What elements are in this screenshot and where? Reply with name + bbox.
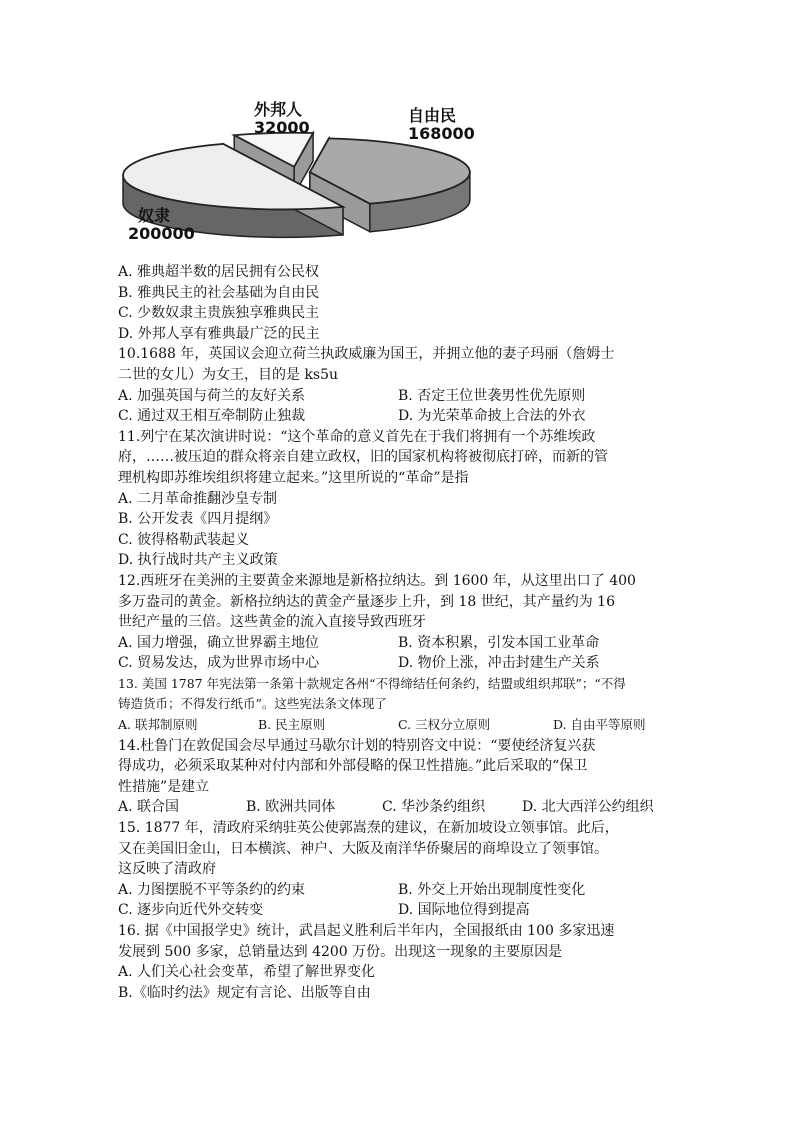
q14-stem-line3: 性措施”是建立 bbox=[118, 778, 210, 795]
q15-option-b: B. 外交上开始出现制度性变化 bbox=[398, 881, 586, 898]
q14-option-d: D. 北大西洋公约组织 bbox=[522, 799, 654, 816]
q9-option-a: A. 雅典超半数的居民拥有公民权 bbox=[118, 264, 320, 280]
pie-label-waibang-value: 32000 bbox=[254, 118, 310, 137]
q12-option-a: A. 国力增强，确立世界霸主地位 bbox=[118, 634, 320, 651]
q11-option-d: D. 执行战时共产主义政策 bbox=[118, 552, 278, 569]
pie-label-ziyoumin bbox=[408, 107, 475, 143]
q11-stem-line2: 府，……被压迫的群众将亲自建立政权，旧的国家机构将被彻底打碎，而新的管 bbox=[118, 449, 608, 466]
q12-option-b: B. 资本积累，引发本国工业革命 bbox=[398, 634, 600, 651]
q12-stem-line1: 12.西班牙在美洲的主要黄金来源地是新格拉纳达。到 1600 年，从这里出口了 400 bbox=[118, 572, 636, 589]
q16-option-a: A. 人们关心社会变革，希望了解世界变化 bbox=[118, 964, 376, 981]
question-content bbox=[118, 262, 678, 1003]
q14-options-row bbox=[118, 797, 678, 818]
q13-options-row bbox=[118, 715, 678, 736]
q14-stem-line2: 得成功，必须采取某种对付内部和外部侵略的保卫性措施。”此后采取的“保卫 bbox=[118, 758, 588, 775]
q11-stem-line3: 理机构即苏维埃组织将建立起来。”这里所说的“革命”是指 bbox=[118, 469, 469, 486]
q10-options-row2 bbox=[118, 406, 678, 427]
q15-options-row2 bbox=[118, 900, 678, 921]
q10-options-row1 bbox=[118, 386, 678, 407]
q16-stem-line2: 发展到 500 多家，总销量达到 4200 万份。出现这一现象的主要原因是 bbox=[118, 943, 563, 960]
q9-option-d: D. 外邦人享有雅典最广泛的民主 bbox=[118, 325, 320, 342]
pie-label-waibang-name: 外邦人 bbox=[254, 100, 303, 119]
population-pie-chart bbox=[118, 95, 490, 261]
q10-stem-line1: 10.1688 年，英国议会迎立荷兰执政威廉为国王，并拥立他的妻子玛丽（詹姆士 bbox=[118, 346, 615, 363]
q15-option-c: C. 逐步向近代外交转变 bbox=[118, 902, 264, 919]
q14-option-a: A. 联合国 bbox=[118, 799, 180, 816]
q12-option-d: D. 物价上涨，冲击封建生产关系 bbox=[398, 655, 600, 672]
q12-options-row1 bbox=[118, 633, 678, 654]
q13-option-d: D. 自由平等原则 bbox=[553, 717, 646, 733]
q15-stem-line1: 15. 1877 年，清政府采纳驻英公使郭嵩焘的建议，在新加坡设立领事馆。此后， bbox=[118, 820, 619, 837]
q11-stem-line1: 11.列宁在某次演讲时说：“这个革命的意义首先在于我们将拥有一个苏维埃政 bbox=[118, 428, 596, 445]
q14-option-c: C. 华沙条约组织 bbox=[382, 799, 486, 816]
pie-label-nuli bbox=[128, 207, 195, 243]
q10-option-d: D. 为光荣革命披上合法的外衣 bbox=[398, 408, 586, 425]
q13-option-c: C. 三权分立原则 bbox=[398, 717, 491, 733]
q15-options-row1 bbox=[118, 880, 678, 901]
pie-label-ziyoumin-value: 168000 bbox=[408, 124, 475, 143]
q10-option-c: C. 通过双王相互牵制防止独裁 bbox=[118, 408, 306, 425]
q15-option-d: D. 国际地位得到提高 bbox=[398, 902, 530, 919]
q12-stem-line2: 多万盎司的黄金。新格拉纳达的黄金产量逐步上升，到 18 世纪，其产量约为 16 bbox=[118, 593, 615, 610]
pie-label-nuli-name: 奴隶 bbox=[138, 206, 171, 225]
q9-option-b: B. 雅典民主的社会基础为自由民 bbox=[118, 284, 320, 301]
q14-option-b: B. 欧洲共同体 bbox=[246, 799, 336, 816]
q13-stem-line2: 铸造货币；不得发行纸币”。这些宪法条文体现了 bbox=[118, 696, 387, 712]
pie-label-nuli-value: 200000 bbox=[128, 224, 195, 243]
q11-option-b: B. 公开发表《四月提纲》 bbox=[118, 511, 278, 528]
q13-option-b: B. 民主原则 bbox=[258, 717, 326, 733]
q12-stem-line3: 世纪产量的三倍。这些黄金的流入直接导致西班牙 bbox=[118, 614, 426, 631]
q16-option-b: B.《临时约法》规定有言论、出版等自由 bbox=[118, 984, 371, 1001]
q11-option-c: C. 彼得格勒武装起义 bbox=[118, 531, 250, 548]
q13-option-a: A. 联邦制原则 bbox=[118, 717, 198, 733]
q10-stem-line2: 二世的女儿）为女王，目的是 ks5u bbox=[118, 366, 339, 383]
q12-option-c: C. 贸易发达，成为世界市场中心 bbox=[118, 655, 320, 672]
pie-label-waibang bbox=[254, 101, 310, 137]
q12-options-row2 bbox=[118, 653, 678, 674]
q13-stem-line1: 13. 美国 1787 年宪法第一条第十款规定各州“不得缔结任何条约，结盟或组织邦联”；“不得 bbox=[118, 675, 626, 691]
pie-label-ziyoumin-name: 自由民 bbox=[408, 106, 457, 125]
q14-stem-line1: 14.杜鲁门在敦促国会尽早通过马歇尔计划的特别咨文中说：“要使经济复兴获 bbox=[118, 737, 596, 754]
q15-option-a: A. 力图摆脱不平等条约的约束 bbox=[118, 881, 306, 898]
q16-stem-line1: 16. 据《中国报学史》统计，武昌起义胜利后半年内，全国报纸由 100 多家迅速 bbox=[118, 923, 615, 939]
q9-option-c: C. 少数奴隶主贵族独享雅典民主 bbox=[118, 305, 320, 322]
q15-stem-line2: 又在美国旧金山，日本横滨、神户、大阪及南洋华侨聚居的商埠设立了领事馆。 bbox=[118, 840, 608, 857]
q15-stem-line3: 这反映了清政府 bbox=[118, 861, 216, 878]
q10-option-b: B. 否定王位世袭男性优先原则 bbox=[398, 387, 586, 404]
q11-option-a: A. 二月革命推翻沙皇专制 bbox=[118, 490, 278, 507]
q10-option-a: A. 加强英国与荷兰的友好关系 bbox=[118, 387, 306, 404]
